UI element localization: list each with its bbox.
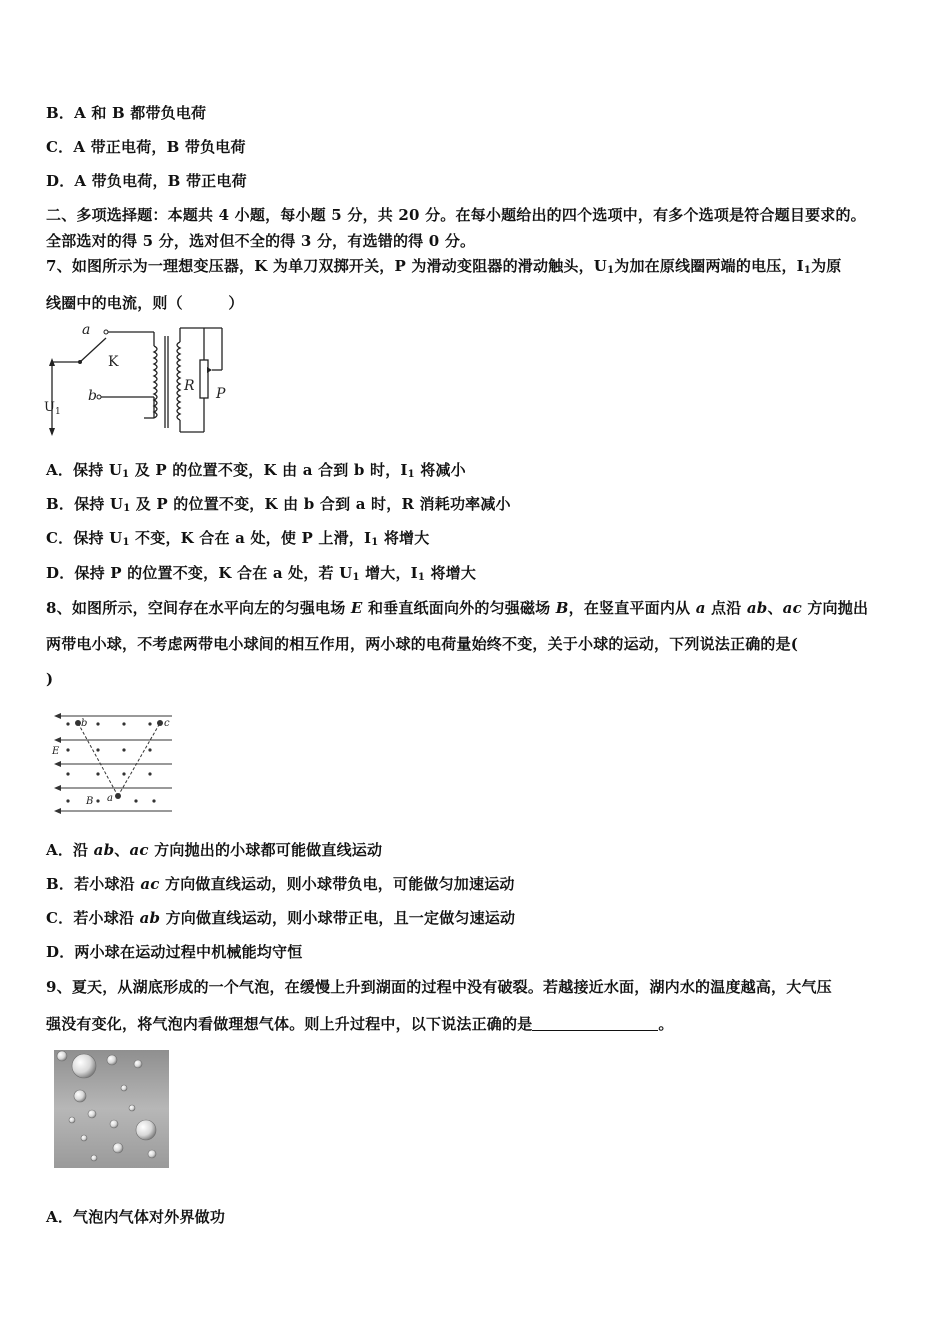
field-diagram [50,708,175,816]
voltage-arrow-down [49,428,55,436]
label-a: a [82,322,91,338]
q6-option-d: D．A 带负电荷，B 带正电荷 [46,172,247,190]
label-b: b [88,388,97,404]
q9-stem-line1: 9、夏天，从湖底形成的一个气泡，在缓慢上升到湖面的过程中没有破裂。若越接近水面，湖内水的温度越高，大气压 [46,978,832,996]
q9-option-a: A．气泡内气体对外界做功 [46,1208,226,1226]
rheostat-r [200,360,208,398]
section2-instructions-line2: 全部选对的得 5 分，选对但不全的得 3 分，有选错的得 0 分。 [46,232,476,250]
point-a [115,793,121,799]
q9-stem-line2: 强没有变化，将气泡内看做理想气体。则上升过程中，以下说法正确的是 。 [46,1015,674,1033]
q8-stem-line1: 8、如图所示，空间存在水平向左的匀强电场 E 和垂直纸面向外的匀强磁场 B，在竖直平面内从 a 点沿 ab、ac 方向抛出 [46,599,869,617]
q7-option-b: B．保持 $U_1$ 及 P 的位置不变，K 由 b 合到 a 时，R 消耗功率减小 [46,495,511,514]
point-c [157,720,163,726]
q7-option-c: C．保持 $U_1$ 不变，K 合在 a 处，使 P 上滑，$I_1$ 将增大 [46,529,430,548]
q8-stem-line2: 两带电小球，不考虑两带电小球间的相互作用，两小球的电荷量始终不变，关于小球的运动，下列说法正确的是( [46,635,799,653]
fig-label-b: b [81,718,88,729]
label-u1: $U_1$ [44,400,61,417]
label-r: R [184,378,195,394]
label-p: P [216,386,226,402]
section2-instructions-line1: 二、多项选择题：本题共 4 小题，每小题 5 分，共 20 分。在每小题给出的四个选项中，有多个选项是符合题目要求的。 [46,206,866,224]
switch-k-blade [80,338,106,362]
bubble-medium [136,1120,156,1140]
fig-label-b-field: B [86,796,94,807]
fig-label-e: E [52,746,60,757]
transformer-circuit-diagram [44,318,234,438]
q8-option-d: D．两小球在运动过程中机械能均守恒 [46,943,303,961]
q8-option-b: B．若小球沿 ac 方向做直线运动，则小球带负电，可能做匀加速运动 [46,875,515,893]
bubble-large [72,1054,96,1078]
q8-stem-line3: ) [46,670,54,688]
q8-option-c: C．若小球沿 ab 方向做直线运动，则小球带正电，且一定做匀速运动 [46,909,516,927]
q8-option-a: A．沿 ab、ac 方向抛出的小球都可能做直线运动 [46,841,383,859]
q7-stem-line1: 7、如图所示为一理想变压器，K 为单刀双掷开关，P 为滑动变阻器的滑动触头，$U_1$为加在原线圈两端的电压，$I_1$为原 [46,257,842,276]
path-ab [78,723,118,796]
slider-p-arrow [207,367,212,373]
q7-stem-line2: 线圈中的电流，则（ ） [46,294,244,312]
q7-option-a: A．保持 $U_1$ 及 P 的位置不变，K 由 a 合到 b 时，$I_1$ 将减小 [46,461,466,480]
path-ac [118,723,160,796]
secondary-coil [177,342,180,420]
bubbles-photo [54,1050,169,1168]
q7-option-d: D．保持 P 的位置不变，K 合在 a 处，若 $U_1$ 增大，$I_1$ 将增大 [46,564,477,583]
label-k: K [108,354,119,370]
q6-option-b: B．A 和 B 都带负电荷 [46,104,207,122]
fig-label-a: a [107,793,113,804]
answer-blank [532,1016,658,1031]
fig-label-c: c [164,718,170,729]
q6-option-c: C．A 带正电荷，B 带负电荷 [46,138,246,156]
